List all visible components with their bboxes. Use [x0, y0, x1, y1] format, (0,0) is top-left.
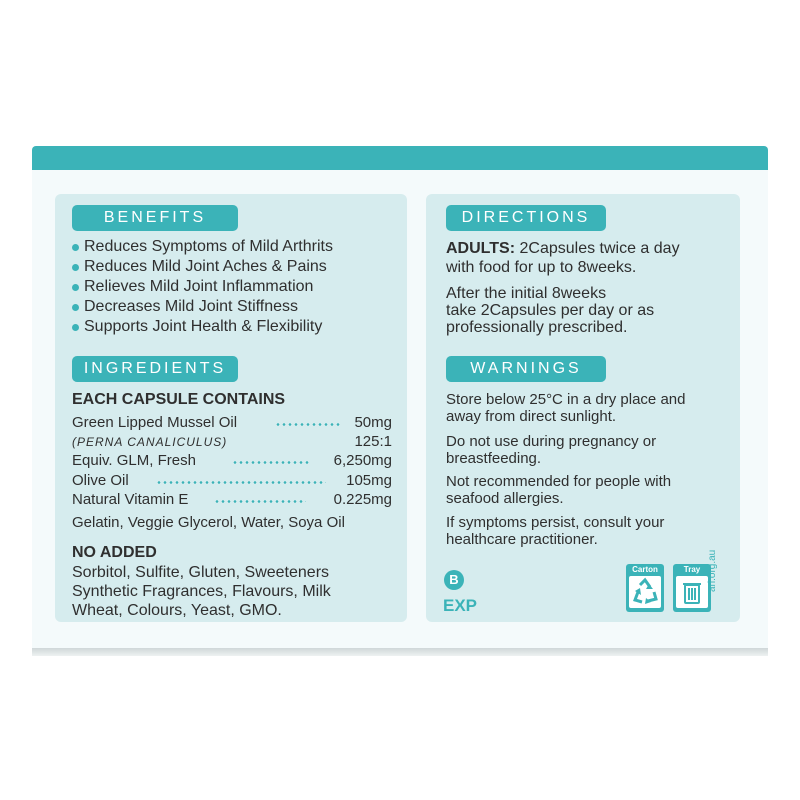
carton-recycle-badge [626, 564, 664, 612]
benefits-list [72, 237, 333, 337]
warning-line: away from direct sunlight. [446, 408, 617, 425]
benefit-item: Supports Joint Health & Flexibility [72, 317, 333, 337]
no-added-line: Wheat, Colours, Yeast, GMO. [72, 602, 282, 619]
ingredient-name: Olive Oil [72, 472, 129, 489]
ingredient-value: 105mg [346, 472, 392, 489]
benefit-item: Relieves Mild Joint Inflammation [72, 277, 333, 297]
adults-label: ADULTS: [446, 240, 516, 257]
no-added-line: Synthetic Fragrances, Flavours, Milk [72, 583, 331, 600]
ingredients-heading: INGREDIENTS [72, 356, 238, 382]
leader-dots [232, 461, 310, 464]
tray-bin-badge [673, 564, 711, 612]
benefit-item: Reduces Symptoms of Mild Arthrits [72, 237, 333, 257]
benefit-item: Reduces Mild Joint Aches & Pains [72, 257, 333, 277]
arl-website: arl.org.au [707, 549, 718, 592]
warning-line: Do not use during pregnancy or [446, 433, 657, 450]
carton-label: Carton [632, 565, 658, 574]
box-bottom-edge [32, 648, 768, 656]
no-added-line: Sorbitol, Sulfite, Gluten, Sweeteners [72, 564, 330, 581]
ingredient-row [72, 433, 392, 453]
ingredient-name: Green Lipped Mussel Oil [72, 414, 238, 431]
warning-line: seafood allergies. [446, 490, 564, 507]
leader-dots [156, 481, 326, 484]
leader-dots [275, 423, 341, 426]
after-line: After the initial 8weeks [446, 285, 607, 302]
exp-label: EXP [443, 596, 478, 615]
benefit-item: Decreases Mild Joint Stiffness [72, 297, 333, 317]
b-badge-icon: B [444, 570, 464, 590]
ingredient-row [72, 472, 392, 492]
ingredient-row [72, 414, 392, 434]
after-line: take 2Capsules per day or as [446, 302, 655, 319]
trash-bin-icon [676, 576, 708, 608]
ingredient-value: 6,250mg [333, 452, 392, 469]
ingredient-name: Natural Vitamin E [72, 491, 189, 508]
directions-heading: DIRECTIONS [446, 205, 606, 231]
box-top-band [32, 146, 768, 170]
other-ingredients: Gelatin, Veggie Glycerol, Water, Soya Oil [72, 514, 345, 531]
tray-label: Tray [683, 565, 701, 574]
ingredient-name: (PERNA CANALICULUS) [72, 435, 228, 449]
warning-line: If symptoms persist, consult your [446, 514, 665, 531]
ingredient-row [72, 452, 392, 472]
ingredient-value: 125:1 [354, 433, 392, 450]
adults-line [446, 239, 680, 259]
adults-dosage: 2Capsules twice a day [519, 240, 680, 257]
ingredient-value: 50mg [354, 414, 392, 431]
warning-line: breastfeeding. [446, 450, 542, 467]
warning-line: Store below 25°C in a dry place and [446, 391, 686, 408]
warning-line: Not recommended for people with [446, 473, 672, 490]
recycle-icon [629, 576, 661, 608]
benefits-heading: BENEFITS [72, 205, 238, 231]
each-capsule-heading: EACH CAPSULE CONTAINS [72, 391, 286, 408]
after-line: professionally prescribed. [446, 319, 628, 336]
no-added-heading: NO ADDED [72, 544, 157, 561]
ingredient-row [72, 491, 392, 511]
warnings-heading: WARNINGS [446, 356, 606, 382]
ingredient-name: Equiv. GLM, Fresh [72, 452, 196, 469]
ingredient-value: 0.225mg [333, 491, 392, 508]
adults-line-2: with food for up to 8weeks. [446, 259, 637, 276]
leader-dots [214, 500, 306, 503]
warning-line: healthcare practitioner. [446, 531, 598, 548]
